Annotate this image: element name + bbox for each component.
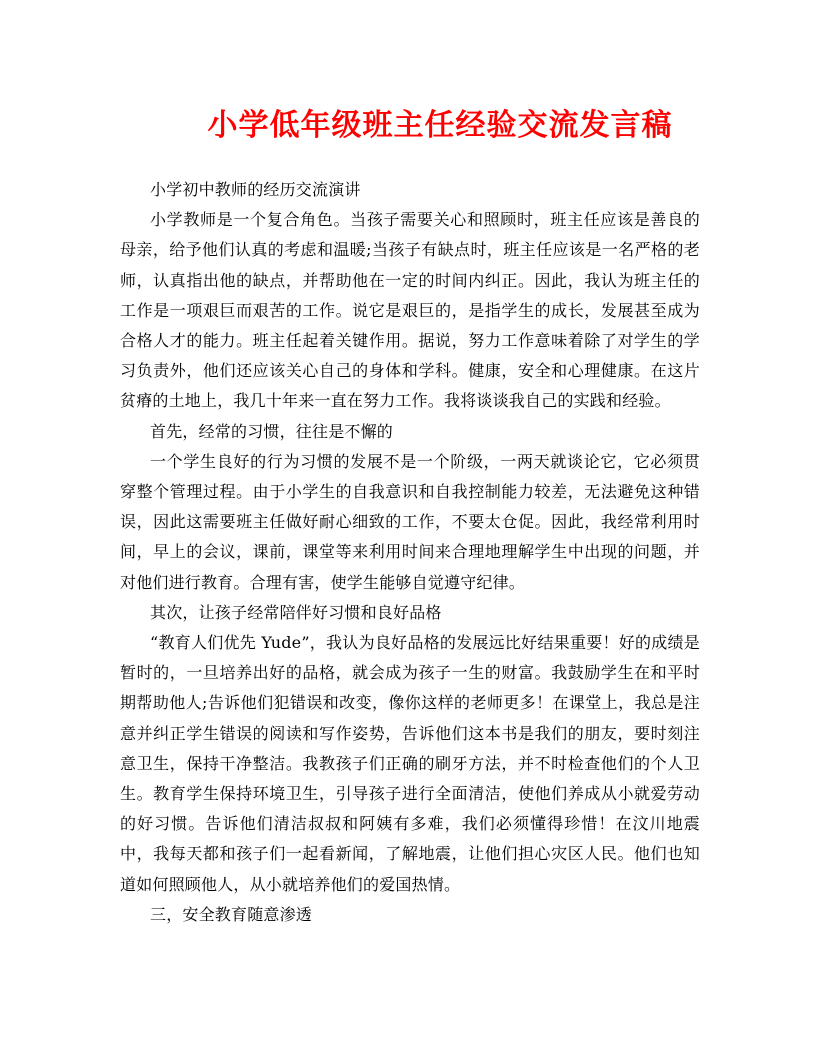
document-body xyxy=(120,175,700,930)
section-heading: 首先，经常的习惯，往往是不懈的 xyxy=(150,421,394,441)
paragraph: 小学教师是一个复合角色。当孩子需要关心和照顾时，班主任应该是善良的母亲，给予他们认真的考虑和温暖;当孩子有缺点时，班主任应该是一名严格的老师，认真指出他的缺点，并帮助他在一定的时间内纠正。因此，我认为班主任的工作是一项艰巨而艰苦的工作。说它是艰巨的，是指学生的成长，发展甚至成为合格人才的能力。班主任起着关键作用。据说，努力工作意味着除了对学生的学习负责外，他们还应该关心自己的身体和学科。健康，安全和心理健康。在这片贫瘠的土地上，我几十年来一直在努力工作。我将谈谈我自己的实践和经验。 xyxy=(120,210,700,411)
section-heading: 三，安全教育随意渗透 xyxy=(150,904,313,924)
paragraph-subtitle: 小学初中教师的经历交流演讲 xyxy=(150,180,361,199)
section-heading: 其次，让孩子经常陪伴好习惯和良好品格 xyxy=(150,602,442,622)
document-title: 小学低年级班主任经验交流发言稿 xyxy=(207,108,673,143)
paragraph: “教育人们优先 Yude”，我认为良好品格的发展远比好结果重要！好的成绩是暂时的，一旦培养出好的品格，就会成为孩子一生的财富。我鼓励学生在和平时期帮助他人;告诉他们犯错误和改变，像你这样的老师更多！在课堂上，我总是注意并纠正学生错误的阅读和写作姿势，告诉他们这本书是我们的朋友，要时刻注意卫生，保持干净整洁。我教孩子们正确的刷牙方法，并不时检查他们的个人卫生。教育学生保持环境卫生，引导孩子进行全面清洁，使他们养成从小就爱劳动的好习惯。告诉他们清洁叔叔和阿姨有多难，我们必须懂得珍惜！在汶川地震中，我每天都和孩子们一起看新闻，了解地震，让他们担心灾区人民。他们也知道如何照顾他人，从小就培养他们的爱国热情。 xyxy=(120,633,700,894)
paragraph: 一个学生良好的行为习惯的发展不是一个阶级，一两天就谈论它，它必须贯穿整个管理过程。由于小学生的自我意识和自我控制能力较差，无法避免这种错误，因此这需要班主任做好耐心细致的工作，不要太仓促。因此，我经常利用时间，早上的会议，课前，课堂等来利用时间来合理地理解学生中出现的问题，并对他们进行教育。合理有害，使学生能够自觉遵守纪律。 xyxy=(120,451,700,592)
